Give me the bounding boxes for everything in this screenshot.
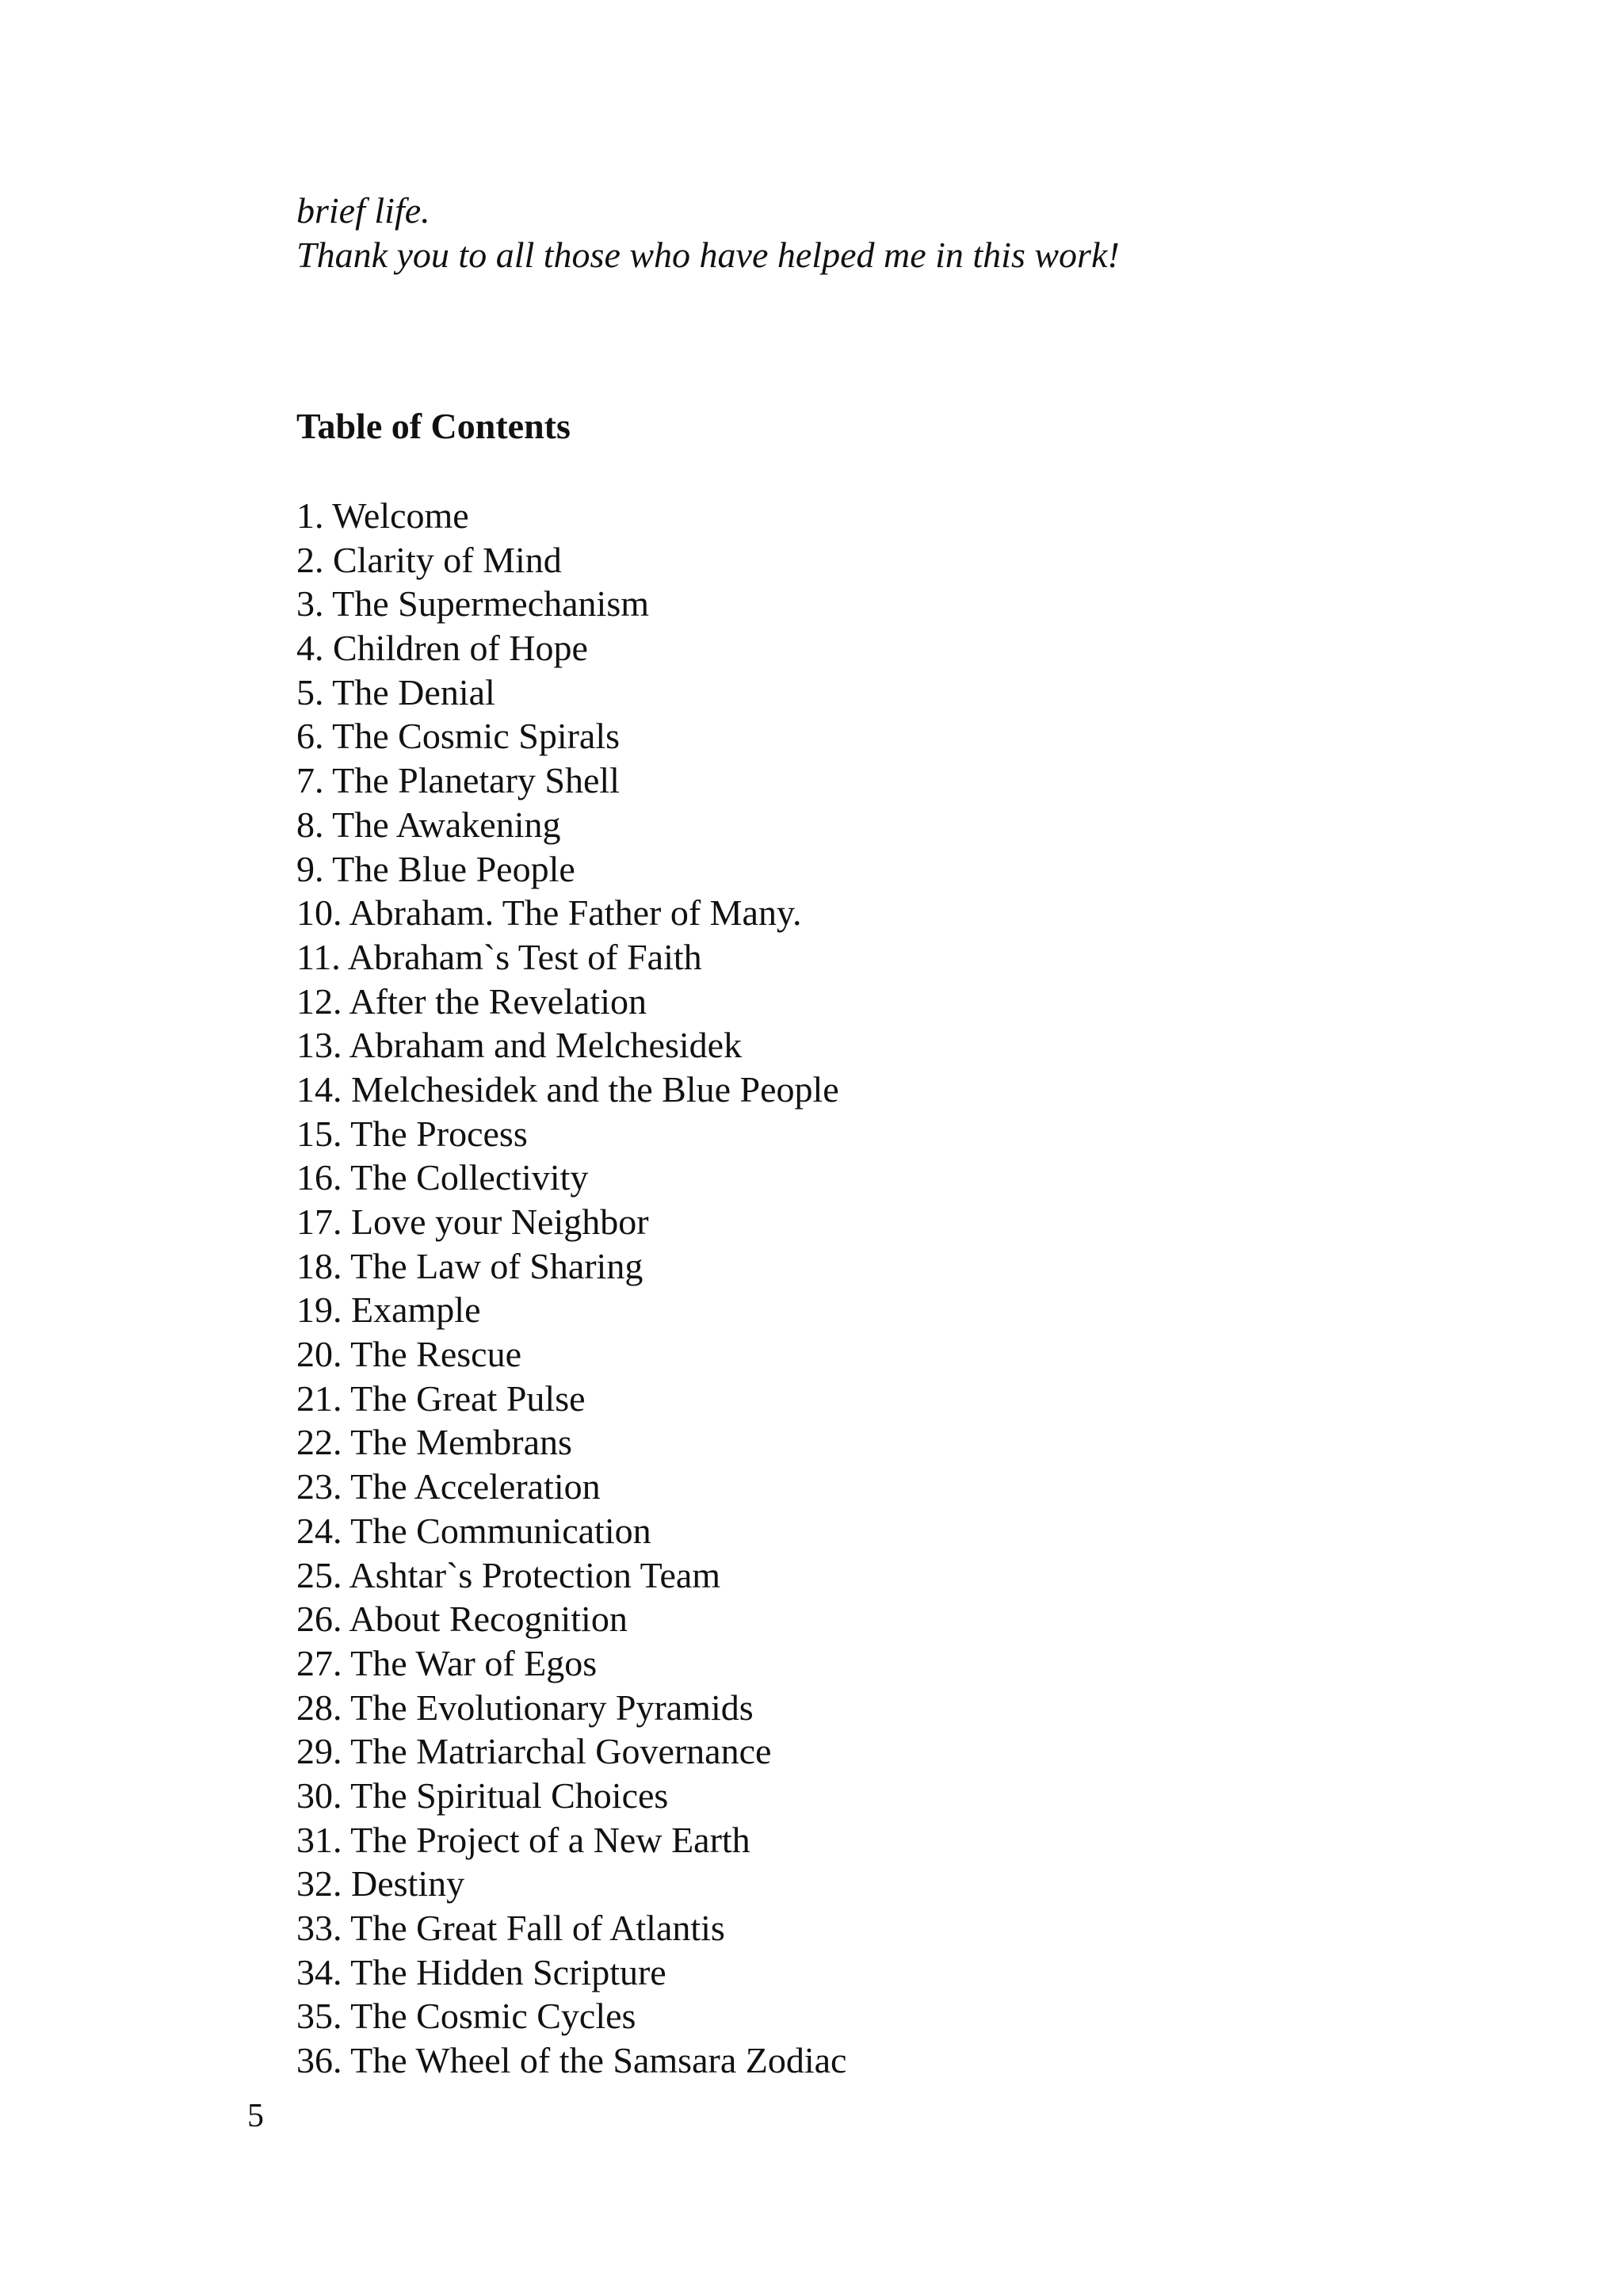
intro-line: brief life. bbox=[296, 190, 430, 231]
toc-entry: 16. The Collectivity bbox=[296, 1157, 589, 1198]
toc-entry: 13. Abraham and Melchesidek bbox=[296, 1025, 743, 1066]
toc-entry: 15. The Process bbox=[296, 1113, 528, 1154]
toc-list bbox=[296, 494, 1485, 2083]
toc-entry: 7. The Planetary Shell bbox=[296, 760, 620, 801]
toc-entry: 26. About Recognition bbox=[296, 1599, 628, 1640]
toc-entry: 18. The Law of Sharing bbox=[296, 1245, 643, 1286]
toc-entry: 20. The Rescue bbox=[296, 1334, 522, 1375]
toc-entry: 30. The Spiritual Choices bbox=[296, 1775, 669, 1816]
toc-entry: 12. After the Revelation bbox=[296, 980, 647, 1022]
toc-entry: 22. The Membrans bbox=[296, 1422, 572, 1463]
toc-entry: 33. The Great Fall of Atlantis bbox=[296, 1908, 725, 1948]
toc-entry: 5. The Denial bbox=[296, 671, 495, 712]
toc-entry: 32. Destiny bbox=[296, 1863, 465, 1904]
toc-entry: 23. The Acceleration bbox=[296, 1466, 601, 1507]
toc-entry: 10. Abraham. The Father of Many. bbox=[296, 892, 802, 934]
toc-entry: 27. The War of Egos bbox=[296, 1642, 598, 1683]
page-number: 5 bbox=[247, 2098, 264, 2134]
toc-entry: 31. The Project of a New Earth bbox=[296, 1819, 750, 1860]
toc-entry: 29. The Matriarchal Governance bbox=[296, 1731, 772, 1772]
toc-entry: 3. The Supermechanism bbox=[296, 583, 649, 625]
toc-entry: 36. The Wheel of the Samsara Zodiac bbox=[296, 2040, 847, 2081]
toc-entry: 25. Ashtar`s Protection Team bbox=[296, 1554, 721, 1595]
toc-entry: 8. The Awakening bbox=[296, 804, 561, 845]
toc-entry: 21. The Great Pulse bbox=[296, 1377, 586, 1419]
toc-entry: 2. Clarity of Mind bbox=[296, 539, 562, 580]
toc-entry: 19. Example bbox=[296, 1289, 481, 1331]
toc-entry: 34. The Hidden Scripture bbox=[296, 1951, 666, 1992]
toc-heading: Table of Contents bbox=[296, 406, 571, 446]
intro-text bbox=[296, 189, 1406, 277]
toc-entry: 1. Welcome bbox=[296, 495, 469, 536]
toc-entry: 17. Love your Neighbor bbox=[296, 1201, 649, 1242]
toc-entry: 9. The Blue People bbox=[296, 848, 575, 889]
toc-entry: 24. The Communication bbox=[296, 1510, 651, 1551]
toc-entry: 35. The Cosmic Cycles bbox=[296, 1996, 636, 2037]
toc-entry: 6. The Cosmic Spirals bbox=[296, 716, 621, 757]
toc-entry: 14. Melchesidek and the Blue People bbox=[296, 1068, 839, 1110]
toc-entry: 11. Abraham`s Test of Faith bbox=[296, 936, 702, 977]
toc-entry: 28. The Evolutionary Pyramids bbox=[296, 1687, 754, 1728]
toc-entry: 4. Children of Hope bbox=[296, 628, 588, 669]
intro-line: Thank you to all those who have helped me in this work! bbox=[296, 235, 1120, 275]
